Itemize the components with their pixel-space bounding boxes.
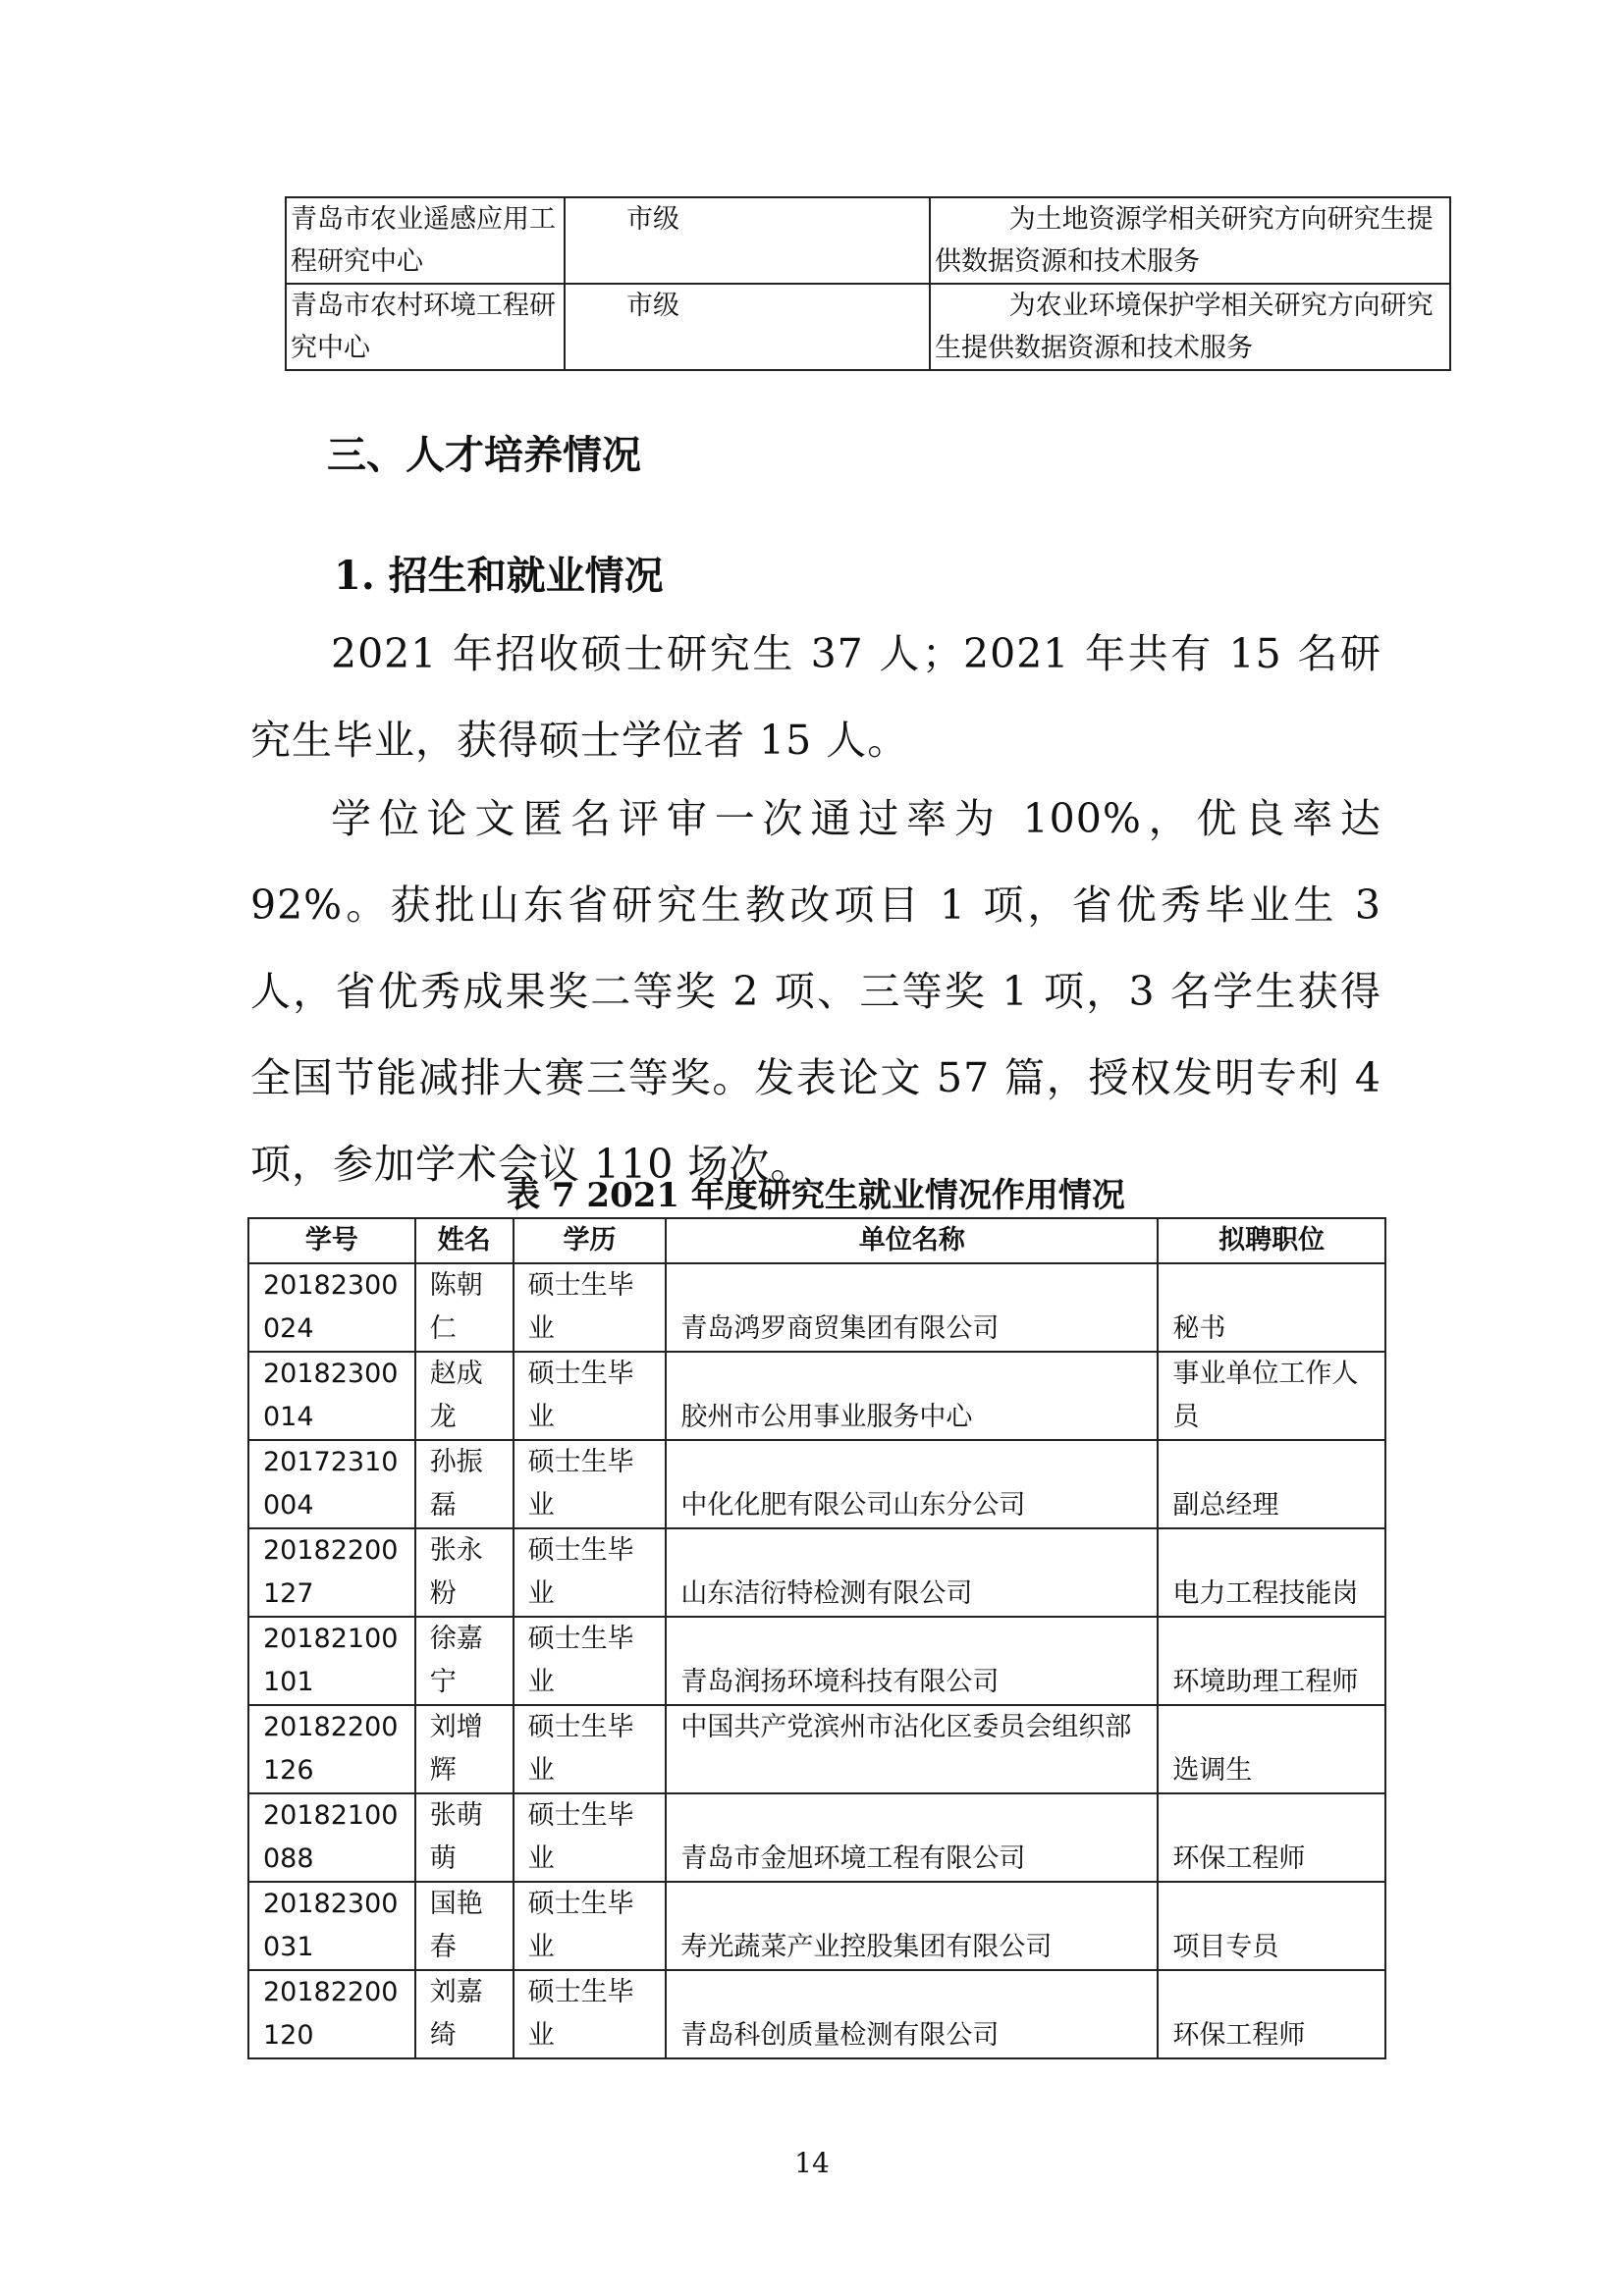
degree: 硕士生毕业 (514, 1793, 667, 1882)
center-name: 青岛市农业遥感应用工程研究中心 (286, 197, 565, 284)
student-id: 20182200126 (248, 1705, 415, 1793)
student-name: 刘增辉 (415, 1705, 514, 1793)
table-row (248, 1882, 1385, 1970)
employment-table (247, 1217, 1386, 2059)
table-row (248, 1970, 1385, 2058)
table-row (248, 1352, 1385, 1440)
degree: 硕士生毕业 (514, 1263, 667, 1352)
table-row (286, 284, 1450, 370)
center-name: 青岛市农村环境工程研究中心 (286, 284, 565, 370)
table-caption: 表 7 2021 年度研究生就业情况作用情况 (507, 1176, 1125, 1215)
degree: 硕士生毕业 (514, 1617, 667, 1705)
employer: 寿光蔬菜产业控股集团有限公司 (666, 1882, 1158, 1970)
position: 环保工程师 (1158, 1793, 1385, 1882)
position: 秘书 (1158, 1263, 1385, 1352)
degree: 硕士生毕业 (514, 1352, 667, 1440)
student-id: 20182100101 (248, 1617, 415, 1705)
employer: 胶州市公用事业服务中心 (666, 1352, 1158, 1440)
paragraph-enrollment: 2021 年招收硕士研究生 37 人；2021 年共有 15 名研究生毕业，获得硕士学位者 15 人。 (250, 630, 1381, 764)
center-level: 市级 (565, 197, 930, 284)
position: 事业单位工作人员 (1158, 1352, 1385, 1440)
header-position: 拟聘职位 (1158, 1218, 1385, 1263)
degree: 硕士生毕业 (514, 1882, 667, 1970)
table-row (248, 1263, 1385, 1352)
header-name: 姓名 (415, 1218, 514, 1263)
table-row (248, 1705, 1385, 1793)
table-row (248, 1440, 1385, 1528)
employer: 青岛润扬环境科技有限公司 (666, 1617, 1158, 1705)
position: 环境助理工程师 (1158, 1617, 1385, 1705)
center-level: 市级 (565, 284, 930, 370)
center-role: 为农业环境保护学相关研究方向研究生提供数据资源和技术服务 (930, 284, 1450, 370)
table-row (248, 1793, 1385, 1882)
paragraph-achievements: 学位论文匿名评审一次通过率为 100%，优良率达 92%。获批山东省研究生教改项目 1 项，省优秀毕业生 3 人，省优秀成果奖二等奖 2 项、三等奖 1 项，3 名学生获得全国节能减排大赛三等奖。发表论文 57 篇，授权发明专利 4 项，参加学术会议 110 场次。 (250, 795, 1381, 1188)
table-row (248, 1528, 1385, 1617)
table-row (248, 1617, 1385, 1705)
header-id: 学号 (248, 1218, 415, 1263)
employer: 中化化肥有限公司山东分公司 (666, 1440, 1158, 1528)
position: 副总经理 (1158, 1440, 1385, 1528)
student-id: 20182300014 (248, 1352, 415, 1440)
student-name: 张永粉 (415, 1528, 514, 1617)
student-id: 20182200120 (248, 1970, 415, 2058)
position: 环保工程师 (1158, 1970, 1385, 2058)
student-id: 20182100088 (248, 1793, 415, 1882)
header-unit: 单位名称 (666, 1218, 1158, 1263)
degree: 硕士生毕业 (514, 1528, 667, 1617)
student-id: 20172310004 (248, 1440, 415, 1528)
section-title: 三、人才培养情况 (327, 433, 641, 478)
employer: 青岛市金旭环境工程有限公司 (666, 1793, 1158, 1882)
degree: 硕士生毕业 (514, 1705, 667, 1793)
position: 选调生 (1158, 1705, 1385, 1793)
position: 项目专员 (1158, 1882, 1385, 1970)
page-number: 14 (794, 2147, 830, 2179)
student-id: 20182300031 (248, 1882, 415, 1970)
employer: 青岛鸿罗商贸集团有限公司 (666, 1263, 1158, 1352)
student-name: 徐嘉宁 (415, 1617, 514, 1705)
student-name: 陈朝仁 (415, 1263, 514, 1352)
table-row (286, 197, 1450, 284)
subsection-title: 1. 招生和就业情况 (334, 553, 664, 599)
degree: 硕士生毕业 (514, 1970, 667, 2058)
header-degree: 学历 (514, 1218, 667, 1263)
center-role: 为土地资源学相关研究方向研究生提供数据资源和技术服务 (930, 197, 1450, 284)
employer: 中国共产党滨州市沾化区委员会组织部 (666, 1705, 1158, 1793)
student-name: 张萌萌 (415, 1793, 514, 1882)
student-name: 赵成龙 (415, 1352, 514, 1440)
employer: 青岛科创质量检测有限公司 (666, 1970, 1158, 2058)
student-name: 国艳春 (415, 1882, 514, 1970)
table-header-row (248, 1218, 1385, 1263)
student-id: 20182200127 (248, 1528, 415, 1617)
student-name: 刘嘉绮 (415, 1970, 514, 2058)
student-name: 孙振磊 (415, 1440, 514, 1528)
student-id: 20182300024 (248, 1263, 415, 1352)
research-center-table (285, 196, 1451, 371)
position: 电力工程技能岗 (1158, 1528, 1385, 1617)
degree: 硕士生毕业 (514, 1440, 667, 1528)
employer: 山东洁衍特检测有限公司 (666, 1528, 1158, 1617)
